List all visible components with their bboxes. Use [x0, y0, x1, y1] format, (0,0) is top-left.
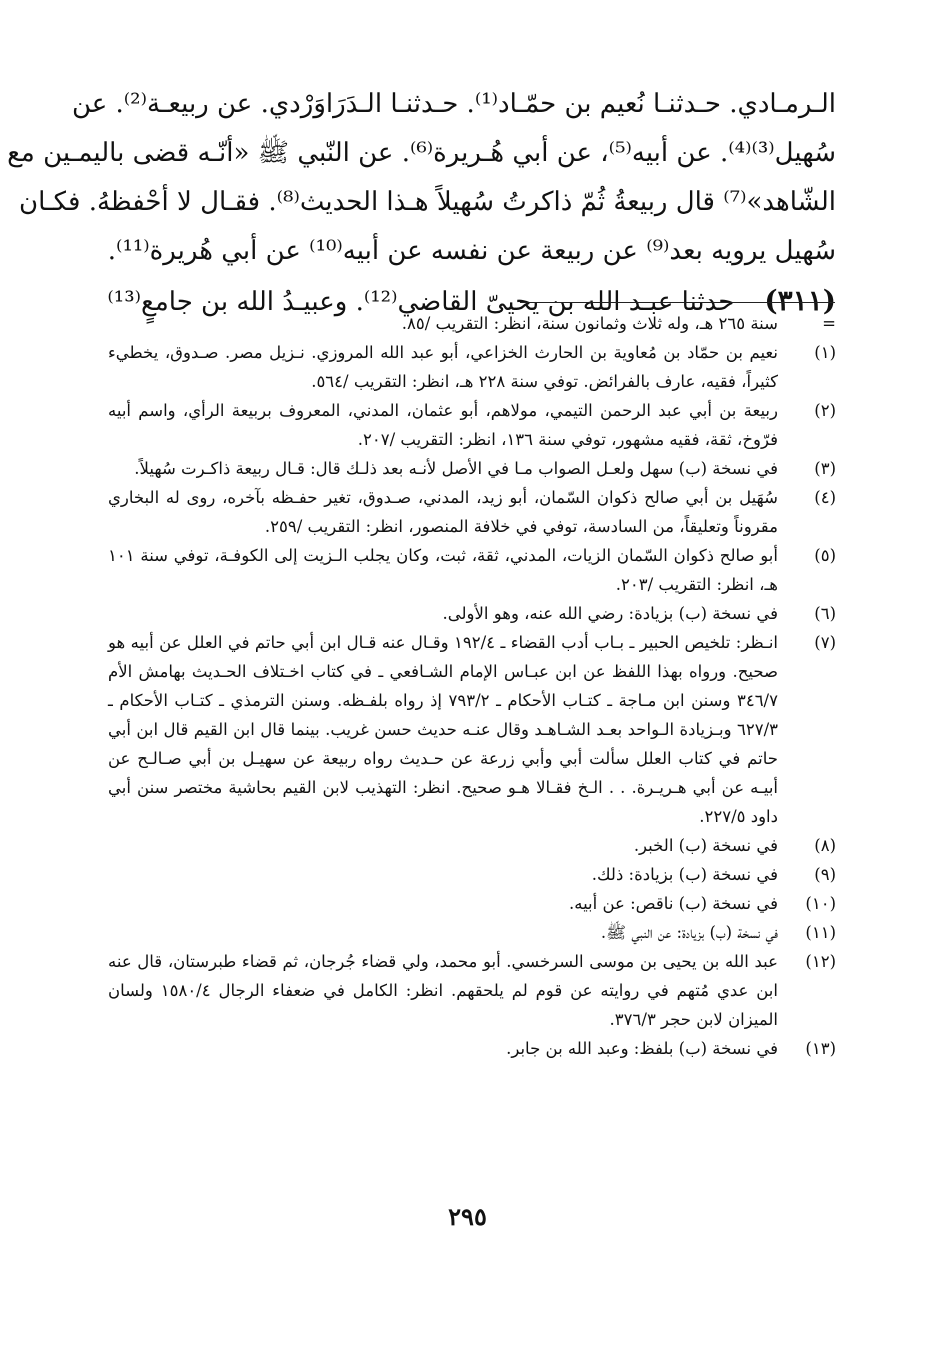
main-text-line: سُهيل يرويه بعد⁽⁹⁾ عن ربيعة عن نفسه عن أبيه⁽¹⁰⁾ عن أبي هُريرة⁽¹¹⁾.: [107, 236, 836, 266]
footnote-item: [108, 541, 836, 599]
footnote-item: [108, 309, 836, 338]
footnote-text: انـظر: تلخيص الحبير ـ بـاب أدب القضاء ـ ١٩٢/٤ وقـال عنه قـال ابن أبي حاتم في العلل عن أبيه هو صحيح. ورواه بهذا اللفظ عن ابن عبـاس الإمام الشـافعي ـ في كتاب اخـتلاف الحـديث بهامش الأم ٣٤٦/٧ وسنن ابن مـاجة ـ كتـاب الأحكام ـ ٧٩٣/٢ إذ رواه بلفـظه. وسنن الترمذي ـ كتـاب الأحكام ـ ٦٢٧/٣ وبـزيادة الـواحد بعـد الشـاهـد وقال عنـه حديث حسن غريب. بينما قال ابن القيم قال ابن أبي حاتم في كتاب العلل سألت أبي وأبي زرعة عن حـديث رواه ربيعة عن سهيـل بن أبي صـالـح عن أبيـه عن أبي هـريـرة. . . الـخ فقـالا هـو صحيح. انظر: التهذيب لابن القيم بحاشية مختصر سنن أبي داود ٢٢٧/٥.: [108, 633, 778, 826]
footnote-text: في نسخة (ب) سهل ولعـل الصواب مـا في الأصل لأنـه بعد ذلـك قال: قـال ربيعة ذاكـرت سُهيلاً.: [134, 459, 778, 478]
footnote-item: [108, 396, 836, 454]
footnote-number: (١٢): [805, 952, 836, 971]
footnote-item: [108, 860, 836, 889]
footnote-item: [108, 338, 836, 396]
footnote-text: في نسخة (ب) ناقص: عن أبيه.: [568, 894, 778, 913]
footnote-text: في نسخة (ب) الخبر.: [633, 836, 778, 855]
footnote-item: [108, 831, 836, 860]
footnote-text: أبو صالح ذكوان السّمان الزيات، المدني، ثقة، ثبت، وكان يجلب الـزيت إلى الكوفـة، توفي سنة ١٠١ هـ، انظر: التقريب /٢٠٣.: [108, 546, 778, 594]
footnote-number: =: [822, 314, 836, 333]
footnote-item: [108, 628, 836, 831]
footnote-divider: [520, 302, 835, 303]
footnote-item: [108, 483, 836, 541]
footnote-text: سنة ٢٦٥ هـ، وله ثلاث وثمانون سنة، انظر: التقريب /٨٥.: [401, 314, 778, 333]
footnote-number: (٤): [814, 488, 836, 507]
footnote-item: [108, 454, 836, 483]
footnote-text: سُهَيل بن أبي صالح ذكوان السّمان، أبو زيد، المدني، صـدوق، تغير حفـظه بآخره، روى له البخاري مقروناً وتعليقاً، من السادسة، توفي في خلافة المنصور، انظر: التقريب /٢٥٩.: [108, 488, 778, 536]
footnote-item: [108, 1034, 836, 1063]
footnote-number: (٩): [814, 865, 836, 884]
hadith-text: حدثنا عبـد الله بن يحيىّ القاضي⁽¹²⁾. وعبيـدُ الله بن جامعٍ⁽¹³⁾: [107, 287, 735, 317]
hadith-number: (٣١١): [764, 284, 836, 317]
footnote-number: (٦): [814, 604, 836, 623]
footnote-item: [108, 918, 836, 947]
footnote-number: (٨): [814, 836, 836, 855]
footnote-text: نعيم بن حمّاد بن مُعاوية بن الحارث الخزاعي، أبو عبد الله المروزي. نـزيل مصر. صـدوق، يخطيء كثيراً، فقيه، عارف بالفرائض. توفي سنة ٢٢٨ هـ، انظر: التقريب /٥٦٤.: [108, 343, 778, 391]
footnote-text: في نسخة (ب) بزيادة: ذلك.: [591, 865, 778, 884]
footnote-item: [108, 889, 836, 918]
main-text-line: الشّاهد»⁽⁷⁾ قال ربيعةُ ثُمّ ذاكرتُ سُهيلاً هـذا الحديث⁽⁸⁾. فقـال لا أحْفظهُ. فكـان: [19, 187, 836, 217]
footnote-item: [108, 599, 836, 628]
main-text: [7, 80, 836, 325]
footnote-text: عبد الله بن يحيى بن موسى السرخسي. أبو محمد، ولي قضاء جُرجان، ثم قضاء طبرستان، قال عنه ابن عدي مُتهم في روايته عن قوم لم يلحقهم. انظر: الكامل في ضعفاء الرجال ١٥٨٠/٤ ولسان الميزان لابن حجر ٣٧٦/٣.: [108, 952, 778, 1029]
footnote-item: [108, 947, 836, 1034]
footnote-number: (١٠): [805, 894, 836, 913]
footnote-number: (٥): [814, 546, 836, 565]
footnote-number: (١١): [805, 923, 836, 942]
main-text-line: الـرمـادي. حـدثنـا نُعيم بن حمّـاد⁽¹⁾. حـدثنـا الـدَرَاوَرْدي. عن ربيعـة⁽²⁾. عن: [71, 89, 836, 119]
footnote-text: في نسخة (ب) بزيادة: رضي الله عنه، وهو الأولى.: [442, 604, 778, 623]
footnote-text: في نسخة (ب) بلفظ: وعبد الله بن جابر.: [506, 1039, 778, 1058]
page-number: ٢٩٥: [448, 1202, 487, 1231]
footnote-number: (٣): [814, 459, 836, 478]
footnote-number: (١): [814, 343, 836, 362]
footnote-text: ربيعة بن أبي عبد الرحمن التيمي، مولاهم، أبو عثمان، المدني، المعروف بربيعة الرأي، واسم أبيه فرّوخ، ثقة، فقيه مشهور، توفي سنة ١٣٦، انظر: التقريب /٢٠٧.: [108, 401, 778, 449]
footnote-text: في نسخة (ب) بزيادة: عن النبي ﷺ.: [600, 923, 778, 942]
footnote-number: (٧): [814, 633, 836, 652]
footnote-number: (٢): [814, 401, 836, 420]
main-text-line: سُهيل⁽³⁾⁽⁴⁾. عن أبيه⁽⁵⁾، عن أبي هُـريرة⁽⁶⁾. عن النّبي ﷺ «أنّـه قضى باليمـين مع: [7, 138, 836, 168]
footnote-number: (١٣): [805, 1039, 836, 1058]
footnotes: [108, 309, 836, 1063]
